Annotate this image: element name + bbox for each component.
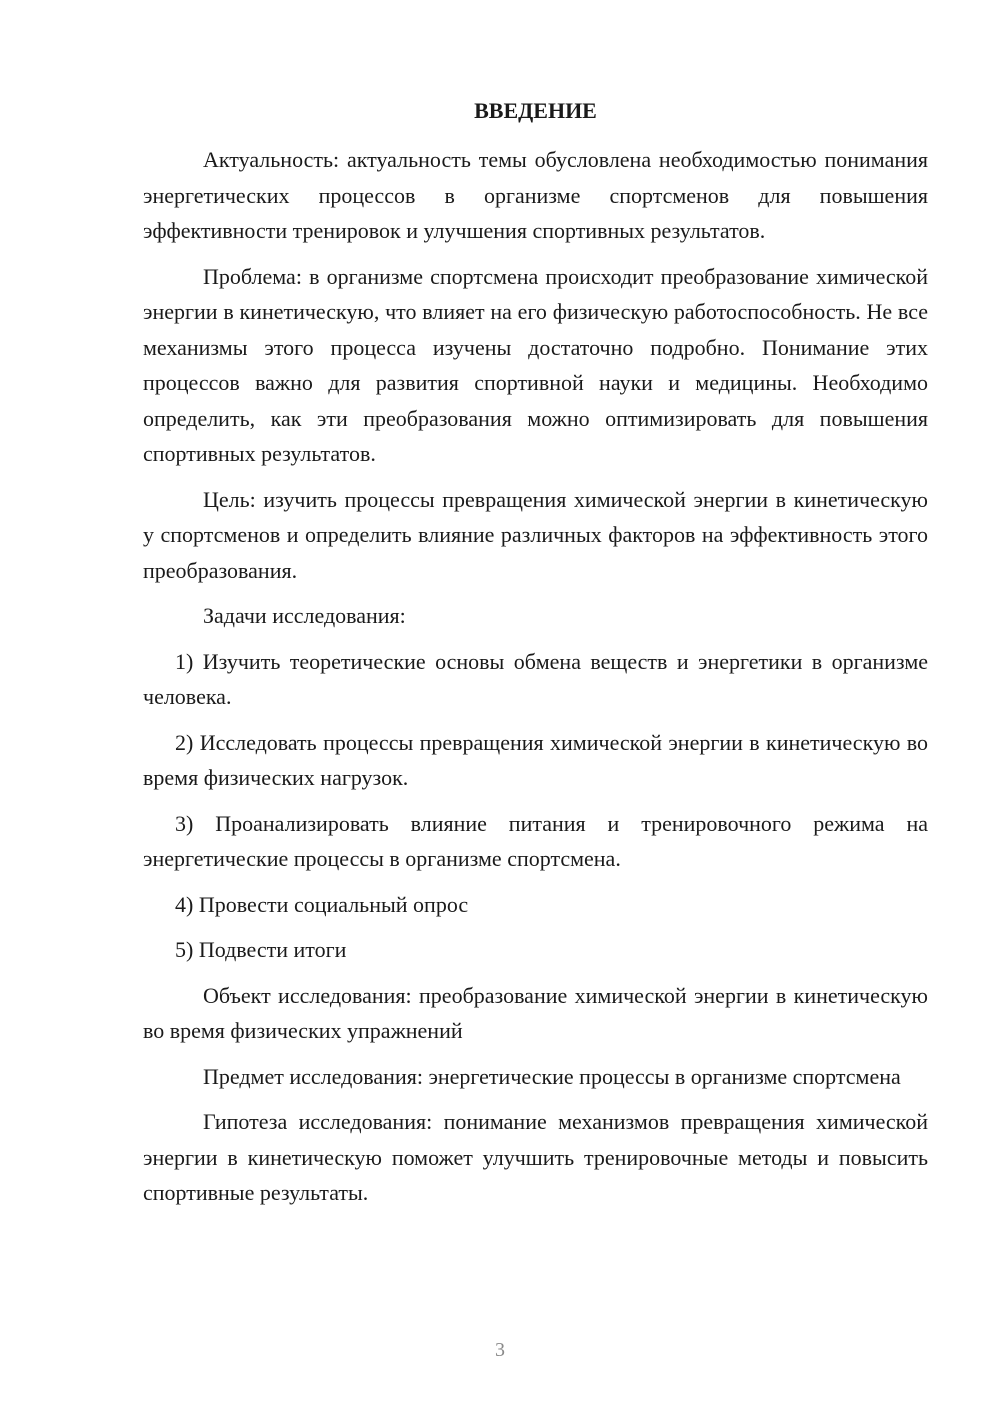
paragraph-object: Объект исследования: преобразование химической энергии в кинетическую во время физических упражнений: [143, 982, 928, 1043]
paragraph-relevance: Актуальность: актуальность темы обусловлена необходимостью понимания энергетических процессов в организме спортсменов для повышения эффективности тренировок и улучшения спортивных результатов.: [143, 147, 928, 243]
task-item-3: 3) Проанализировать влияние питания и тренировочного режима на энергетические процессы в организме спортсмена.: [143, 810, 928, 871]
page-number: 3: [495, 1339, 505, 1361]
paragraph-tasks-heading: Задачи исследования:: [203, 603, 406, 628]
paragraph-problem: Проблема: в организме спортсмена происходит преобразование химической энергии в кинетическую, что влияет на его физическую работоспособность. Не все механизмы этого процесса изучены достаточно подробно. Понимание этих процессов важно для развития спортивной науки и медицины. Необходимо определить, как эти преобразования можно оптимизировать для повышения спортивных результатов.: [143, 263, 928, 466]
task-item-2: 2) Исследовать процессы превращения химической энергии в кинетическую во время физических нагрузок.: [143, 729, 928, 790]
paragraph-goal: Цель: изучить процессы превращения химической энергии в кинетическую у спортсменов и определить влияние различных факторов на эффективность этого преобразования.: [143, 486, 928, 583]
task-item-5: 5) Подвести итоги: [175, 937, 347, 962]
page-title: ВВЕДЕНИЕ: [474, 98, 597, 123]
paragraph-hypothesis: Гипотеза исследования: понимание механизмов превращения химической энергии в кинетическую поможет улучшить тренировочные методы и повысить спортивные результаты.: [143, 1109, 928, 1205]
task-item-1: 1) Изучить теоретические основы обмена веществ и энергетики в организме человека.: [143, 648, 928, 709]
paragraph-subject: Предмет исследования: энергетические процессы в организме спортсмена: [203, 1063, 901, 1089]
task-item-4: 4) Провести социальный опрос: [175, 891, 469, 917]
document-body: [143, 142, 928, 1221]
